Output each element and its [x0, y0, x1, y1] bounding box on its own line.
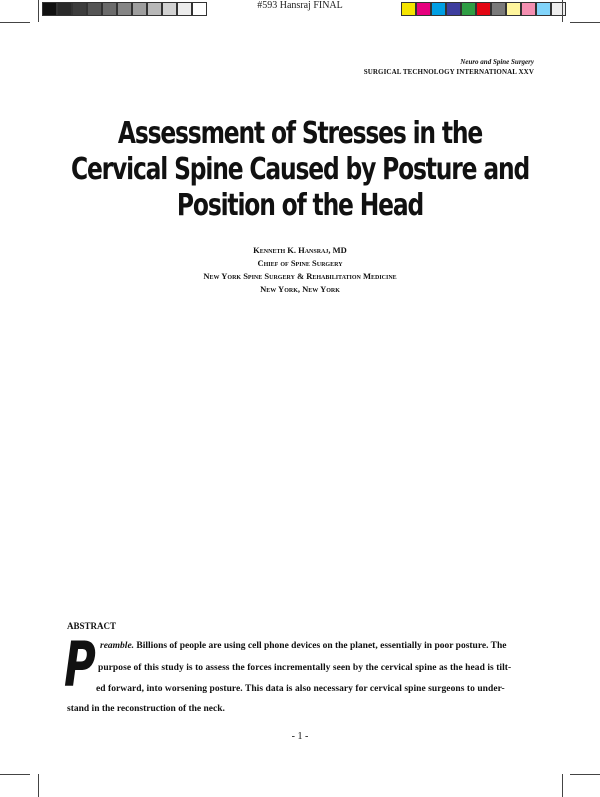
color-swatch: [551, 2, 566, 16]
color-swatch: [416, 2, 431, 16]
author-organization: New York Spine Surgery & Rehabilitation Medicine: [203, 271, 397, 281]
color-swatch: [431, 2, 446, 16]
author-role: Chief of Spine Surgery: [257, 258, 343, 268]
color-swatch: [461, 2, 476, 16]
title-line: Cervical Spine Caused by Posture and: [70, 152, 530, 187]
color-swatch: [401, 2, 416, 16]
abstract-line: ed forward, into worsening posture. This data is also necessary for cervical spine surgeons to under-: [96, 684, 505, 694]
crop-mark: [0, 774, 30, 775]
author-location: New York, New York: [260, 284, 340, 294]
file-slug: #593 Hansraj FINAL: [257, 0, 343, 11]
abstract-line: purpose of this study is to assess the forces incrementally seen by the cervical spine as the head is tilt-: [98, 663, 512, 673]
author-block: [0, 244, 600, 296]
journal-header: [364, 57, 534, 77]
page-number: - 1 -: [291, 731, 309, 742]
abstract-heading: ABSTRACT: [67, 621, 117, 631]
color-swatch: [521, 2, 536, 16]
color-swatch: [476, 2, 491, 16]
color-swatch: [192, 2, 207, 16]
color-swatch: [117, 2, 132, 16]
crop-mark: [38, 0, 39, 22]
crop-mark: [562, 774, 563, 797]
section-name: Neuro and Spine Surgery: [460, 58, 534, 66]
color-swatch: [536, 2, 551, 16]
drop-cap: P: [64, 628, 96, 701]
grayscale-colorbar: [42, 2, 207, 16]
article-title: [66, 116, 534, 224]
color-swatch: [42, 2, 57, 16]
color-swatch: [87, 2, 102, 16]
color-swatch: [506, 2, 521, 16]
color-swatch: [102, 2, 117, 16]
color-swatch: [147, 2, 162, 16]
color-swatch: [446, 2, 461, 16]
color-swatch: [162, 2, 177, 16]
abstract-line: stand in the reconstruction of the neck.: [67, 704, 225, 714]
crop-mark: [562, 0, 563, 22]
color-swatch: [132, 2, 147, 16]
crop-mark: [570, 22, 600, 23]
author-name: Kenneth K. Hansraj, MD: [253, 245, 347, 255]
crop-mark: [0, 22, 30, 23]
title-line: Assessment of Stresses in the: [117, 116, 483, 151]
crop-mark: [38, 774, 39, 797]
title-line: Position of the Head: [176, 188, 424, 223]
process-colorbar: [401, 2, 566, 16]
color-swatch: [177, 2, 192, 16]
abstract-lead: reamble.: [100, 641, 135, 651]
color-swatch: [72, 2, 87, 16]
color-swatch: [491, 2, 506, 16]
crop-mark: [570, 774, 600, 775]
color-swatch: [57, 2, 72, 16]
abstract-line: reamble. Billions of people are using cell phone devices on the planet, essentially in poor posture. The: [100, 641, 507, 651]
publication-name: SURGICAL TECHNOLOGY INTERNATIONAL XXV: [363, 68, 534, 76]
